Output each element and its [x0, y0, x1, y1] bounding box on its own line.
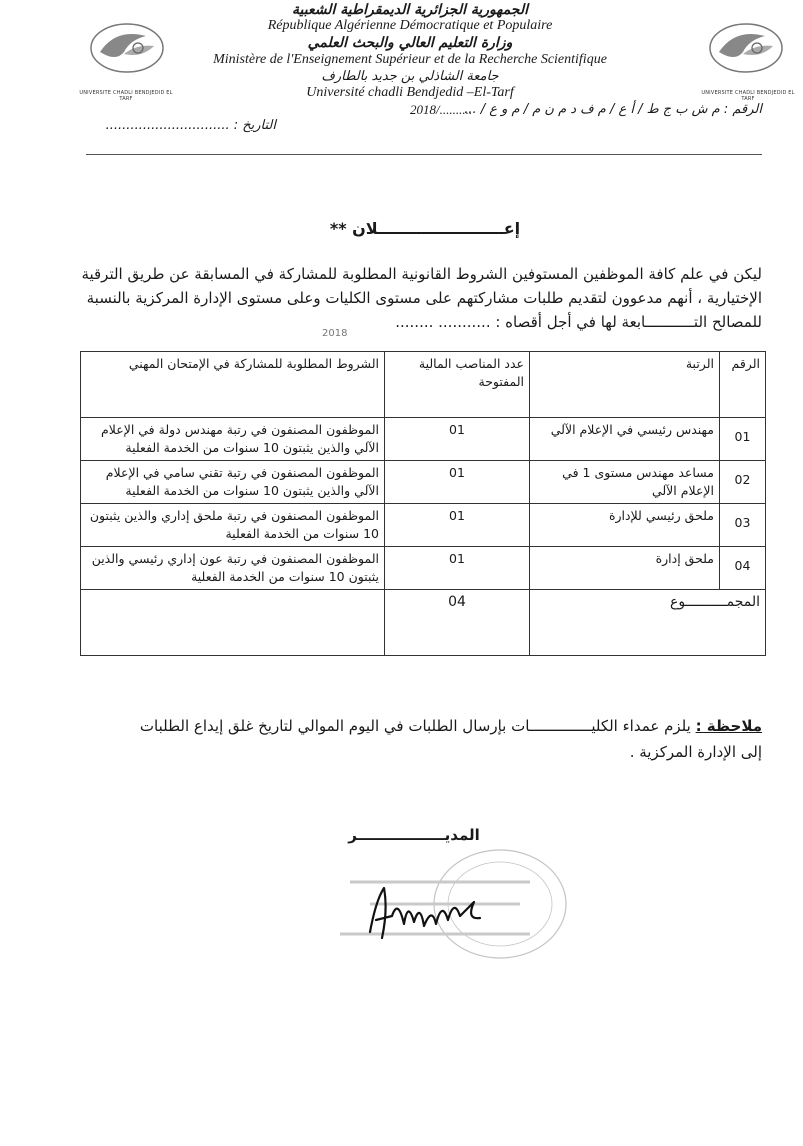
total-empty-cell: [81, 590, 385, 656]
header-date: 2018/..........: [410, 102, 473, 117]
date-label: التاريخ : ..............................: [105, 118, 276, 133]
notice-line-2: الإختيارية ، أنهم مدعوون لتقديم طلبات مشاركتهم على مستوى الكليات وعلى مستوى الإدارة المركزية بالنسبة: [86, 289, 762, 307]
note-line-1: [120, 714, 762, 738]
table-row: [81, 461, 766, 504]
university-logo-left: [86, 18, 168, 88]
row-positions: 01: [385, 547, 530, 590]
row-positions: 01: [385, 418, 530, 461]
row-conditions: الموظفون المصنفون في رتبة ملحق إداري والذين يثبتون 10 سنوات من الخدمة الفعلية: [81, 504, 385, 547]
fr-republic: République Algérienne Démocratique et Populaire: [267, 18, 553, 33]
table-row: [81, 547, 766, 590]
table-row: [81, 504, 766, 547]
ar-republic: الجمهورية الجزائرية الديمقراطية الشعبية: [291, 2, 528, 18]
fr-university: Université chadli Bendjedid –El-Tarf: [306, 85, 514, 100]
row-num: 03: [720, 504, 766, 547]
row-positions: 01: [385, 461, 530, 504]
ar-university: جامعة الشاذلي بن جديد بالطارف: [321, 69, 499, 84]
notice-title: إعـــــــــــــــــــــــلان **: [329, 219, 521, 238]
note-text: يلزم عمداء الكليــــــــــــــات بإرسال الطلبات في اليوم الموالي لتاريخ غلق إيداع الطلبات: [139, 717, 691, 735]
logo-caption-right: UNIVERSITE CHADLI BENDJEDID EL TARF: [701, 90, 795, 102]
row-rank: ملحق رئيسي للإدارة: [530, 504, 720, 547]
fr-ministry: Ministère de l'Enseignement Supérieur et de la Recherche Scientifique: [213, 52, 607, 67]
handwritten-date: 2018: [322, 328, 348, 339]
header-conditions: الشروط المطلوبة للمشاركة في الإمتحان المهني: [81, 352, 385, 418]
header-divider: [86, 154, 762, 155]
row-num: 04: [720, 547, 766, 590]
table-total-row: [81, 590, 766, 656]
ar-ministry: وزارة التعليم العالي والبحث العلمي: [307, 35, 513, 51]
university-logo-right: [705, 18, 787, 88]
reference-number: الرقم : م ش ب ج ط / أ ع / م ف د م ن م / م و ع / ...: [464, 102, 762, 117]
header-num: الرقم: [720, 352, 766, 418]
note-line-2: إلى الإدارة المركزية .: [629, 743, 762, 761]
row-positions: 01: [385, 504, 530, 547]
total-value: 04: [385, 590, 530, 656]
header-rank: الرتبة: [530, 352, 720, 418]
director-signature: [362, 880, 502, 950]
table-header-row: [81, 352, 766, 418]
note-label: ملاحظة :: [695, 717, 762, 735]
row-rank: مهندس رئيسي في الإعلام الآلي: [530, 418, 720, 461]
header-positions: عدد المناصب المالية المفتوحة: [385, 352, 530, 418]
notice-line-3: للمصالح التـــــــــــابعة لها في أجل أقصاه : ........... ........: [395, 313, 762, 331]
promotion-table: [80, 351, 766, 656]
total-label: المجمــــــــــوع: [530, 590, 766, 656]
logo-caption-left: UNIVERSITE CHADLI BENDJEDID EL TARF: [79, 90, 173, 102]
table-row: [81, 418, 766, 461]
row-num: 02: [720, 461, 766, 504]
row-conditions: الموظفون المصنفون في رتبة مهندس دولة في الإعلام الآلي والذين يثبتون 10 سنوات من الخدمة الفعلية: [81, 418, 385, 461]
notice-line-1: ليكن في علم كافة الموظفين المستوفين الشروط القانونية المطلوبة للمشاركة في المسابقة عن طريق الترقية: [81, 265, 762, 283]
row-rank: مساعد مهندس مستوى 1 في الإعلام الآلي: [530, 461, 720, 504]
row-conditions: الموظفون المصنفون في رتبة تقني سامي في الإعلام الآلي والذين يثبتون 10 سنوات من الخدمة الفعلية: [81, 461, 385, 504]
row-conditions: الموظفون المصنفون في رتبة عون إداري رئيسي والذين يثبتون 10 سنوات من الخدمة الفعلية: [81, 547, 385, 590]
director-label: المديـــــــــــــــــر: [348, 826, 480, 844]
row-rank: ملحق إدارة: [530, 547, 720, 590]
row-num: 01: [720, 418, 766, 461]
